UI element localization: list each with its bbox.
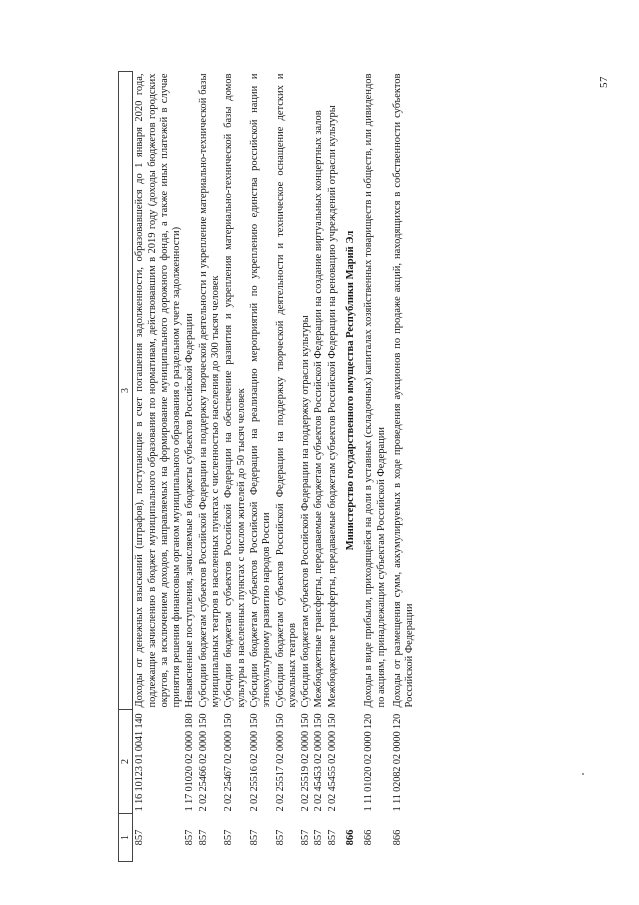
table-row bbox=[326, 72, 339, 862]
table-row bbox=[133, 72, 184, 862]
name-cell: Субсидии бюджетам субъектов Российской Федерации на поддержку творческой деятельности и укрепление материально-технической базы муниципальных театров в населенных пунктах с численностью населения до 300 тысяч человек bbox=[197, 73, 222, 708]
table-row bbox=[388, 72, 417, 862]
admin-code-cell: 866 bbox=[391, 829, 403, 846]
name-cell: Доходы от денежных взысканий (штрафов), поступающие в счет погашения задолженности, образовавшейся до 1 января 2020 года, подлежащие зачислению в бюджет муниципального образования по нормативам, действовавшим в 2019 году (доходы бюджетов городских округов, за исключением доходов, направляемых на формирование муниципального дорожного фонда, а также иных платежей в случае принятия решения финансовым органом муниципального образования о раздельном учете задолженности) bbox=[134, 73, 183, 708]
header-col-3: 3 bbox=[119, 72, 133, 710]
table-row bbox=[299, 72, 312, 862]
kbk-cell: 1 11 02082 02 0000 120 bbox=[391, 713, 403, 812]
name-cell: Субсидии бюджетам субъектов Российской Федерации на реализацию мероприятий по укреплению единства российской нации и этнокультурному развитию народов России bbox=[248, 73, 273, 708]
admin-code-cell: 857 bbox=[197, 829, 209, 846]
department-name-cell: Министерство государственного имущества Республики Марий Эл bbox=[345, 230, 357, 551]
name-cell: Доходы от размещения сумм, аккумулируемых в ходе проведения аукционов по продаже акций, находящихся в собственности субъектов Российской Федерации bbox=[391, 73, 416, 708]
table-row bbox=[274, 72, 300, 862]
rotated-page-content bbox=[118, 72, 598, 862]
name-cell: Субсидии бюджетам субъектов Российской Федерации на поддержку отрасли культуры bbox=[300, 315, 312, 708]
name-cell: Доходы в виде прибыли, приходящейся на доли в уставных (складочных) капиталах хозяйственных товариществ и обществ, или дивидендов по акциям, принадлежащим субъектам Российской Федерации bbox=[363, 73, 387, 708]
header-col-2: 2 bbox=[119, 710, 133, 814]
table-row bbox=[362, 72, 388, 862]
kbk-cell: 2 02 25516 02 0000 150 bbox=[248, 713, 260, 812]
name-cell: Межбюджетные трансферты, передаваемые бюджетам субъектов Российской Федерации на создание виртуальных концертных залов bbox=[313, 110, 325, 708]
admin-code-cell: 857 bbox=[274, 829, 286, 846]
department-empty-cell bbox=[339, 710, 362, 814]
header-col-1: 1 bbox=[119, 814, 133, 862]
kbk-cell: 1 17 01020 02 0000 180 bbox=[184, 713, 196, 812]
kbk-cell: 2 02 45455 02 0000 150 bbox=[326, 713, 338, 812]
admin-code-cell: 857 bbox=[223, 829, 235, 846]
table-row bbox=[222, 72, 248, 862]
admin-code-cell: 857 bbox=[313, 829, 325, 846]
department-row bbox=[339, 72, 362, 862]
header-row bbox=[119, 72, 133, 862]
admin-code-cell: 857 bbox=[248, 829, 260, 846]
kbk-cell: 2 02 25467 02 0000 150 bbox=[223, 713, 235, 812]
admin-code-cell: 866 bbox=[363, 829, 375, 846]
name-cell: Невыясненные поступления, зачисляемые в бюджеты субъектов Российской Федерации bbox=[184, 313, 196, 708]
admin-code-cell: 857 bbox=[134, 829, 146, 846]
page-number: 57 bbox=[598, 76, 610, 88]
table-row bbox=[197, 72, 223, 862]
kbk-cell: 2 02 25519 02 0000 150 bbox=[300, 713, 312, 812]
kbk-cell: 1 11 01020 02 0000 120 bbox=[363, 713, 375, 812]
table-row bbox=[312, 72, 325, 862]
table-row bbox=[248, 72, 274, 862]
name-cell: Субсидии бюджетам субъектов Российской Федерации на поддержку творческой деятельности и техническое оснащение детских и кукольных театров bbox=[274, 73, 298, 708]
admin-code-cell: 857 bbox=[300, 829, 312, 846]
admin-code-cell: 857 bbox=[326, 829, 338, 846]
kbk-cell: 2 02 45453 02 0000 150 bbox=[313, 713, 325, 812]
revenue-codes-table bbox=[118, 71, 417, 862]
table-row bbox=[183, 72, 196, 862]
name-cell: Межбюджетные трансферты, передаваемые бюджетам субъектов Российской Федерации на реновацию учреждений отрасли культуры bbox=[326, 105, 338, 708]
kbk-cell: 2 02 25466 02 0000 150 bbox=[197, 713, 209, 812]
kbk-cell: 2 02 25517 02 0000 150 bbox=[274, 713, 286, 812]
name-cell: Субсидии бюджетам субъектов Российской Федерации на обеспечение развития и укрепления материально-технической базы домов культуры в населенных пунктах с числом жителей до 50 тысяч человек bbox=[223, 73, 247, 708]
admin-code-cell: 857 bbox=[184, 829, 196, 846]
kbk-cell: 1 16 10123 01 0041 140 bbox=[134, 713, 146, 812]
department-code-cell: 866 bbox=[345, 829, 357, 846]
